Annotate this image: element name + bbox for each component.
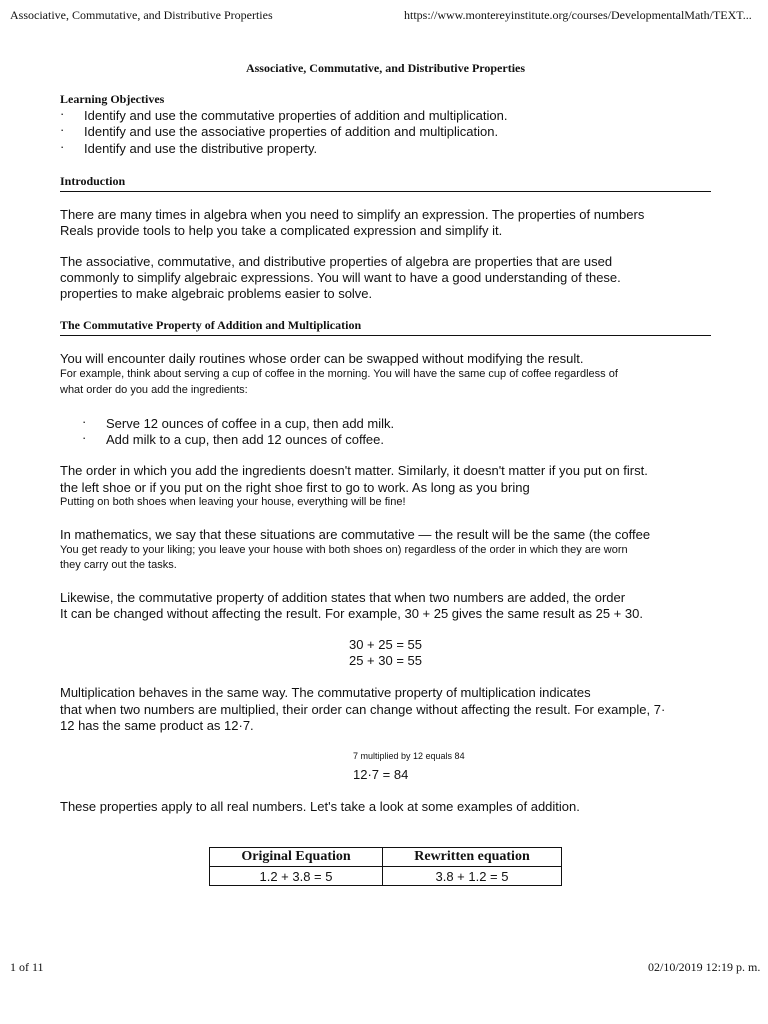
learning-objectives-heading: Learning Objectives [60,92,165,106]
equation: 12·7 = 84 [353,767,409,782]
paragraph-line: that when two numbers are multiplied, their order can change without affecting the result. For example, 7· [60,702,666,717]
paragraph-line: For example, think about serving a cup of coffee in the morning. You will have the same cup of coffee regardless of [60,368,618,380]
paragraph-line: Multiplication behaves in the same way. The commutative property of multiplication indicates [60,685,591,700]
print-header-title: Associative, Commutative, and Distributive Properties [10,8,273,22]
table-header-cell: Rewritten equation [383,848,562,867]
table-header-row [210,848,562,867]
paragraph-line: These properties apply to all real numbers. Let's take a look at some examples of addition. [60,799,580,814]
paragraph-line: 12 has the same product as 12·7. [60,718,254,733]
intro-paragraph-line: There are many times in algebra when you need to simplify an expression. The properties of numbers [60,207,645,222]
bullet-icon: · [60,122,65,137]
introduction-heading: Introduction [60,174,711,192]
paragraph-line: Likewise, the commutative property of addition states that when two numbers are added, the order [60,590,626,605]
bullet-icon: · [82,414,87,429]
intro-paragraph-line: properties to make algebraic problems easier to solve. [60,286,373,301]
bullet-icon: · [82,430,87,445]
paragraph-line: Putting on both shoes when leaving your house, everything will be fine! [60,496,406,508]
bullet-icon: · [60,139,65,154]
commutative-heading: The Commutative Property of Addition and Multiplication [60,318,711,336]
table-row [210,867,562,886]
examples-table [209,847,562,886]
paragraph-line: they carry out the tasks. [60,559,177,571]
equation: 25 + 30 = 55 [348,653,422,668]
equation: 30 + 25 = 55 [348,637,422,652]
bullet-icon: · [60,106,65,121]
page-number: 1 of 11 [10,960,44,974]
intro-paragraph-line: The associative, commutative, and distributive properties of algebra are properties that are used [60,254,613,269]
document-title: Associative, Commutative, and Distributive Properties [245,61,526,75]
intro-paragraph-line: Reals provide tools to help you take a complicated expression and simplify it. [60,223,503,238]
paragraph-line: The order in which you add the ingredients doesn't matter. Similarly, it doesn't matter if you put on first. [60,463,648,478]
table-cell: 1.2 + 3.8 = 5 [210,867,383,886]
paragraph-line: You will encounter daily routines whose order can be swapped without modifying the result. [60,351,584,366]
paragraph-line: the left shoe or if you put on the right shoe first to go to work. As long as you bring [60,480,530,495]
paragraph-line: It can be changed without affecting the result. For example, 30 + 25 gives the same result as 25 + 30. [60,606,643,621]
print-timestamp: 02/10/2019 12:19 p. m. [648,960,761,974]
intro-paragraph-line: commonly to simplify algebraic expressions. You will want to have a good understanding of these. [60,270,621,285]
print-header-url: https://www.montereyinstitute.org/courses/DevelopmentalMath/TEXT... [404,8,752,22]
paragraph-line: what order do you add the ingredients: [60,384,248,396]
equation-small: 7 multiplied by 12 equals 84 [353,751,465,761]
table-header-cell: Original Equation [210,848,383,867]
paragraph-line: In mathematics, we say that these situations are commutative — the result will be the same (the coffee [60,527,651,542]
table-cell: 3.8 + 1.2 = 5 [383,867,562,886]
paragraph-line: You get ready to your liking; you leave your house with both shoes on) regardless of the order in which they are worn [60,544,628,556]
